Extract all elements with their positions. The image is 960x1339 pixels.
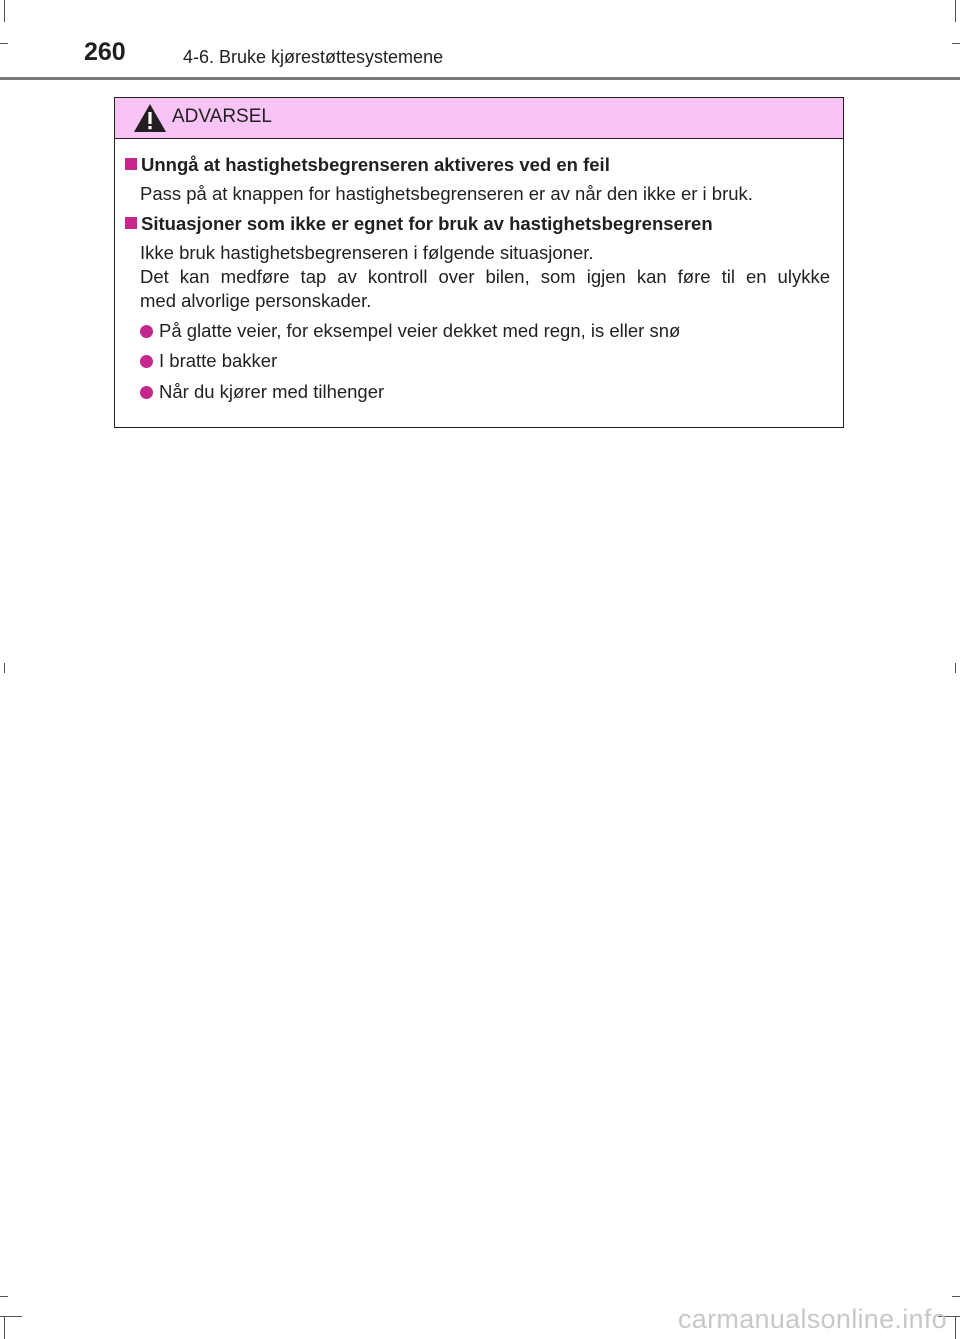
item-line: Ikke bruk hastighetsbegrenseren i følgende situasjoner.: [140, 242, 594, 263]
crop-mark: [955, 1316, 956, 1339]
warning-header: [115, 98, 843, 139]
dot-bullet-icon: [140, 325, 153, 338]
crop-mark: [4, 663, 5, 673]
item-line: Det kan medføre tap av kontroll over bilen, som igjen kan føre til en ulykke: [140, 266, 830, 287]
crop-mark: [955, 663, 956, 673]
warning-item: [125, 153, 835, 206]
square-bullet-icon: [125, 158, 137, 170]
warning-triangle-icon: [133, 103, 167, 133]
crop-mark: [0, 1296, 8, 1297]
watermark: carmanualsonline.info: [678, 1304, 947, 1334]
item-heading: Situasjoner som ikke er egnet for bruk av hastighetsbegrenseren: [141, 213, 713, 234]
crop-mark: [952, 1296, 960, 1297]
dot-bullet-icon: [140, 386, 153, 399]
warning-title: ADVARSEL: [172, 106, 272, 127]
item-text: [140, 182, 835, 206]
page-number: 260: [84, 38, 126, 66]
dot-bullet-icon: [140, 355, 153, 368]
item-heading: Unngå at hastighetsbegrenseren aktiveres ved en feil: [141, 154, 610, 175]
item-line: Pass på at knappen for hastighetsbegrenseren er av når den ikke er i bruk.: [140, 183, 753, 204]
header-divider: [0, 77, 960, 80]
list-item: På glatte veier, for eksempel veier dekket med regn, is eller snø: [140, 319, 680, 343]
crop-mark: [4, 1316, 5, 1339]
item-line: med alvorlige personskader.: [140, 290, 372, 311]
item-text: [140, 241, 835, 313]
page-header: [0, 0, 960, 80]
section-title: 4-6. Bruke kjørestøttesystemene: [183, 47, 444, 67]
warning-item: [125, 212, 835, 313]
warning-box: [114, 97, 844, 428]
square-bullet-icon: [125, 217, 137, 229]
list-item: Når du kjører med tilhenger: [140, 380, 384, 404]
list-item: I bratte bakker: [140, 349, 277, 373]
crop-mark: [0, 1316, 22, 1317]
